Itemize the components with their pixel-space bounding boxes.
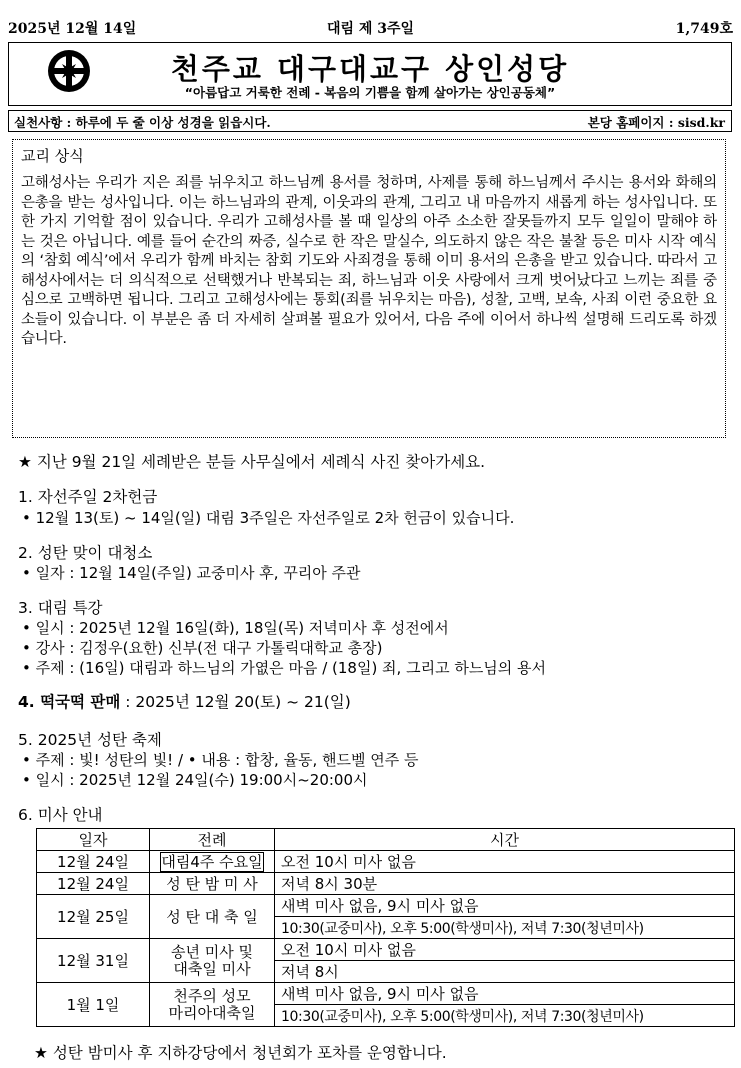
title-box (8, 42, 732, 106)
section-6-title: 6. 미사 안내 (18, 806, 103, 824)
table-row (37, 939, 735, 961)
header-liturgy: 전례 (150, 829, 275, 851)
doctrine-box (12, 139, 726, 438)
section-2-title: 2. 성탄 맞이 대청소 (18, 544, 153, 562)
row-time: 오전 10시 미사 없음 (275, 851, 735, 873)
row-time: 새벽 미사 없음, 9시 미사 없음 (275, 983, 735, 1005)
section-3-item-1: • 일시 : 2025년 12월 16일(화), 18일(목) 저녁미사 후 성전에서 (22, 619, 449, 637)
section-4 (18, 690, 351, 712)
header-time: 시간 (275, 829, 735, 851)
section-5-item-2: • 일시 : 2025년 12월 24일(수) 19:00시~20:00시 (22, 771, 368, 789)
section-1-title: 1. 자선주일 2차헌금 (18, 488, 158, 506)
row-liturgy: 성 탄 밤 미 사 (150, 873, 275, 895)
issue-number: 1,749호 (675, 21, 733, 37)
row-time: 저녁 8시 30분 (275, 873, 735, 895)
mass-schedule-table (36, 828, 735, 1027)
youth-pocha-notice: ★ 성탄 밤미사 후 지하강당에서 청년회가 포차를 운영합니다. (34, 1044, 447, 1062)
row-liturgy: 송년 미사 및 대축일 미사 (150, 939, 275, 983)
row-date: 12월 24일 (37, 873, 150, 895)
section-3-item-3: • 주제 : (16일) 대림과 하느님의 가엾은 마음 / (18일) 죄, 그리고 하느님의 용서 (22, 659, 547, 677)
table-row (37, 873, 735, 895)
header-date: 일자 (37, 829, 150, 851)
section-3-title: 3. 대림 특강 (18, 599, 103, 617)
row-time: 저녁 8시 (275, 961, 735, 983)
section-2-item: • 일자 : 12월 14일(주일) 교중미사 후, 꾸리아 주관 (22, 564, 361, 582)
info-bar (8, 110, 732, 132)
row-liturgy: 천주의 성모 마리아대축일 (150, 983, 275, 1027)
homepage-link[interactable]: 본당 홈페이지 : sisd.kr (587, 115, 725, 130)
row-time: 10:30(교중미사), 오후 5:00(학생미사), 저녁 7:30(청년미사) (275, 917, 735, 939)
row-date: 12월 25일 (37, 895, 150, 939)
row-date: 1월 1일 (37, 983, 150, 1027)
table-row (37, 851, 735, 873)
liturgical-week: 대림 제 3주일 (326, 21, 415, 37)
parish-title: 천주교 대구대교구 상인성당 (170, 52, 570, 86)
row-date: 12월 31일 (37, 939, 150, 983)
doctrine-body: 고해성사는 우리가 지은 죄를 뉘우치고 하느님께 용서를 청하며, 사제를 통해 하느님께서 주시는 용서와 화해의 은총을 받는 성사입니다. 이는 하느님과의 관계, 이웃과의 관계, 그리고 내 마음까지 새롭게 하는 성사입니다. 또 한 가지 기억할 점이 있습니다. 우리가 고해성사를 볼 때 일상의 아주 소소한 잘못들까지 모두 일일이 말해야 하는 것은 아닙니다. 예를 들어 순간의 짜증, 실수로 한 작은 말실수, 의도하지 않은 작은 불찰 등은 미사 시작 예식의 ‘참회 예식’에서 우리가 함께 바치는 참회 기도와 사죄경을 통해 이미 용서의 은총을 받고 있습니다. 따라서 고해성사에서는 더 의식적으로 선택했거나 반복되는 죄, 하느님과 이웃 사랑에서 크게 벗어났다고 느끼는 죄를 중심으로 고백하면 됩니다. 그리고 고해성사에는 통회(죄를 뉘우치는 마음), 성찰, 고백, 보속, 사죄 이런 중요한 요소들이 있습니다. 이 부분은 좀 더 자세히 살펴볼 필요가 있어서, 다음 주에 이어서 하나씩 설명해 드리도록 하겠습니다. (21, 175, 717, 347)
section-5-item-1: • 주제 : 빛! 성탄의 빛! / • 내용 : 합창, 율동, 핸드벨 연주 등 (22, 751, 419, 769)
section-4-title: 4. 떡국떡 판매 (18, 693, 121, 711)
section-1-item: • 12월 13(토) ~ 14일(일) 대림 3주일은 자선주일로 2차 헌금이 있습니다. (22, 509, 515, 527)
section-5-title: 5. 2025년 성탄 축제 (18, 731, 162, 749)
practice-note: 실천사항 : 하루에 두 줄 이상 성경을 읽읍시다. (14, 115, 271, 130)
section-3-item-2: • 강사 : 김정우(요한) 신부(전 대구 가톨릭대학교 총장) (22, 639, 383, 657)
row-liturgy: 대림4주 수요일 (150, 851, 275, 873)
section-4-detail: : 2025년 12월 20(토) ~ 21(일) (120, 693, 351, 711)
table-row (37, 983, 735, 1005)
issue-date: 2025년 12월 14일 (8, 21, 137, 37)
table-row (37, 895, 735, 917)
parish-slogan: “아름답고 거룩한 전례 - 복음의 기쁨을 함께 살아가는 상인공동체” (184, 85, 556, 100)
row-time: 10:30(교중미사), 오후 5:00(학생미사), 저녁 7:30(청년미사) (275, 1005, 735, 1027)
row-time: 오전 10시 미사 없음 (275, 939, 735, 961)
table-header-row (37, 829, 735, 851)
baptism-photo-notice: ★ 지난 9월 21일 세례받은 분들 사무실에서 세례식 사진 찾아가세요. (18, 453, 486, 471)
header-bar (8, 18, 733, 40)
row-date: 12월 24일 (37, 851, 150, 873)
row-time: 새벽 미사 없음, 9시 미사 없음 (275, 895, 735, 917)
doctrine-heading: 교리 상식 (21, 147, 84, 165)
row-liturgy: 성 탄 대 축 일 (150, 895, 275, 939)
